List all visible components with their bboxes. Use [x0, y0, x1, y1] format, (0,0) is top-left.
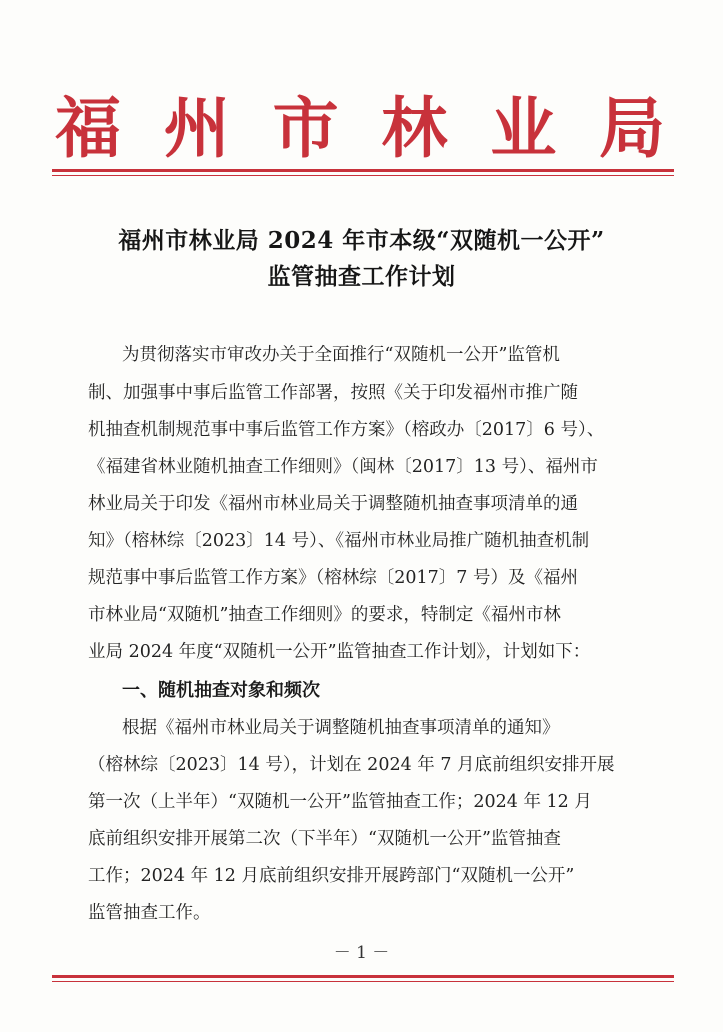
section-line: 监管抽查工作。 — [88, 903, 211, 923]
intro-line: 《福建省林业随机抽查工作细则》（闽林〔2017〕13 号）、福州市 — [88, 457, 598, 477]
letterhead-char: 局 — [598, 89, 665, 167]
letterhead-char: 福 — [55, 89, 121, 167]
letterhead — [55, 88, 665, 168]
section-line: 根据《福州市林业局关于调整随机抽查事项清单的通知》 — [122, 718, 560, 738]
intro-line: 市林业局“双随机”抽查工作细则》的要求，特制定《福州市林 — [88, 605, 561, 625]
letterhead-char: 市 — [272, 89, 339, 167]
letterhead-rule-thick — [52, 169, 674, 172]
intro-line: 为贯彻落实市审改办关于全面推行“双随机一公开”监管机 — [122, 345, 560, 365]
section-line: 第一次（上半年）“双随机一公开”监管抽查工作；2024 年 12 月 — [88, 792, 592, 812]
intro-line: 制、加强事中事后监管工作部署，按照《关于印发福州市推广随 — [88, 383, 578, 403]
footer-rule-thick — [52, 975, 674, 978]
section-heading: 一、随机抽查对象和频次 — [122, 680, 320, 701]
section-line: 工作；2024 年 12 月底前组织安排开展跨部门“双随机一公开” — [88, 866, 575, 886]
section-line: （榕林综〔2023〕14 号），计划在 2024 年 7 月底前组织安排开展 — [88, 755, 615, 775]
intro-line: 林业局关于印发《福州市林业局关于调整随机抽查事项清单的通 — [88, 494, 578, 514]
intro-line: 规范事中事后监管工作方案》（榕林综〔2017〕7 号）及《福州 — [88, 568, 578, 588]
footer-rule-thin — [52, 981, 674, 982]
intro-line: 机抽查机制规范事中事后监管工作方案》（榕政办〔2017〕6 号）、 — [88, 420, 605, 440]
document-title-line1: 福州市林业局 2024 年市本级“双随机一公开” — [118, 227, 605, 254]
letterhead-char: 州 — [163, 89, 230, 167]
page-number: － 1 － — [333, 943, 390, 963]
document-title-line2: 监管抽查工作计划 — [267, 263, 456, 290]
letterhead-char: 林 — [381, 89, 448, 167]
intro-line: 业局 2024 年度“双随机一公开”监管抽查工作计划》，计划如下： — [88, 642, 591, 662]
section-line: 底前组织安排开展第二次（下半年）“双随机一公开”监管抽查 — [88, 829, 561, 849]
letterhead-char: 业 — [490, 89, 557, 167]
letterhead-rule-thin — [52, 175, 674, 176]
intro-line: 知》（榕林综〔2023〕14 号）、《福州市林业局推广随机抽查机制 — [88, 531, 590, 551]
